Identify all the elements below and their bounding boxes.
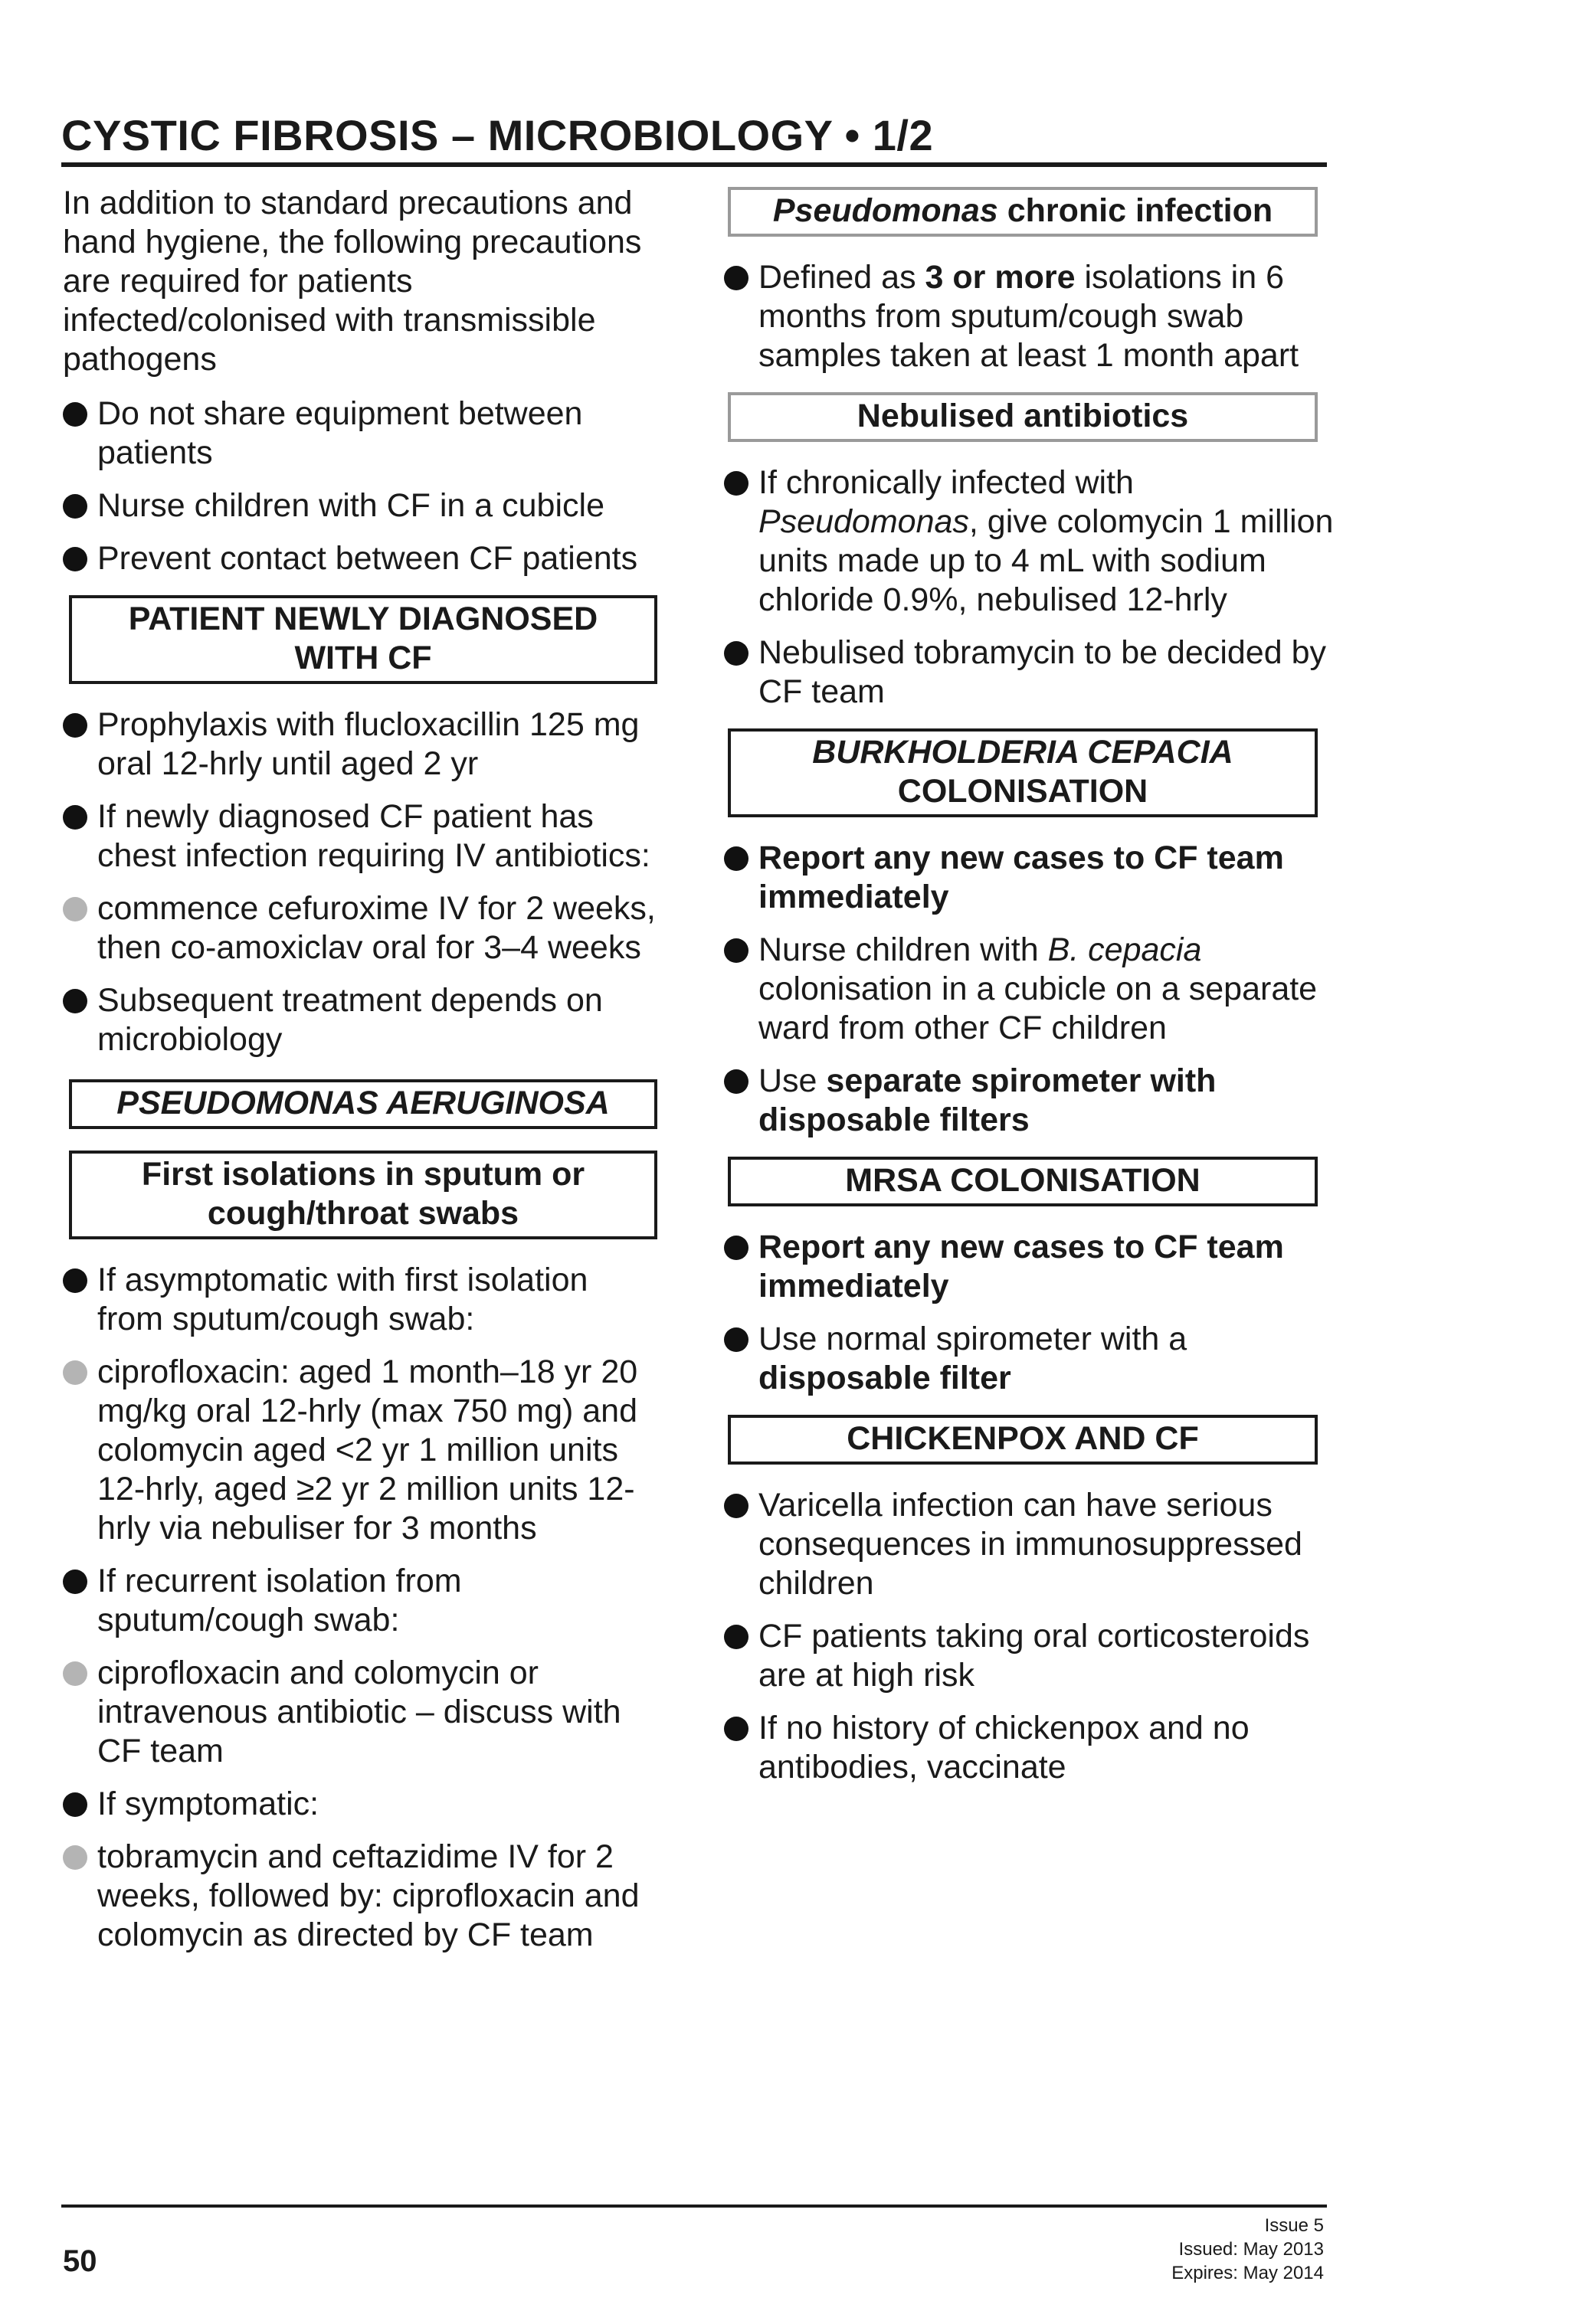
section-heading-mrsa: MRSA COLONISATION [728, 1157, 1318, 1206]
list-item-text: If newly diagnosed CF patient has chest infection requiring IV antibiotics: [97, 798, 650, 874]
bullet-icon [724, 846, 748, 871]
text-run: Nurse children with [758, 931, 1048, 968]
list-item-text [758, 259, 1299, 374]
footer-divider [61, 2205, 1327, 2208]
bullet-icon [63, 402, 87, 427]
list-item-text: If asymptomatic with first isolation from sputum/cough swab: [97, 1262, 588, 1337]
bullet-icon [724, 266, 748, 290]
page-number: 50 [63, 2244, 97, 2278]
heading-rest: chronic infection [997, 192, 1273, 229]
list-item-text: Prophylaxis with flucloxacillin 125 mg oral 12-hrly until aged 2 yr [97, 706, 640, 782]
heading-line: cough/throat swabs [207, 1195, 519, 1232]
sub-list-item [63, 1838, 660, 1955]
list-item [63, 1785, 660, 1824]
list-item [724, 1486, 1345, 1603]
list-item-text: Prevent contact between CF patients [97, 540, 638, 577]
list-item [63, 394, 660, 473]
bullet-icon [724, 1069, 748, 1094]
list-item [724, 633, 1345, 712]
text-run: , give colomycin 1 million units made up to 4 mL with sodium chloride 0.9%, nebulised 12-hrly [758, 503, 1334, 618]
page-title: CYSTIC FIBROSIS – MICROBIOLOGY • 1/2 [61, 111, 934, 159]
bullet-icon [63, 494, 87, 519]
heading-line: First isolations in sputum or [141, 1156, 585, 1193]
sub-bullet-icon [63, 897, 87, 921]
list-item [724, 1228, 1345, 1306]
bullet-icon [724, 1494, 748, 1518]
list-item [724, 839, 1345, 917]
left-column [63, 184, 660, 1969]
heading-line: BURKHOLDERIA CEPACIA [812, 734, 1233, 771]
list-item-text: CF patients taking oral corticosteroids are at high risk [758, 1618, 1310, 1694]
section-heading-chickenpox: CHICKENPOX AND CF [728, 1415, 1318, 1465]
list-item-text: If symptomatic: [97, 1786, 319, 1822]
text-run-bold: 3 or more [925, 259, 1076, 296]
list-item-text: ciprofloxacin: aged 1 month–18 yr 20 mg/kg oral 12-hrly (max 750 mg) and colomycin aged <2 yr 1 million units 12-hrly, aged ≥2 yr 2 million units 12-hrly via nebuliser for 3 months [97, 1353, 638, 1547]
list-item-text [758, 1321, 1187, 1396]
issued-date: Issued: May 2013 [1178, 2239, 1324, 2260]
heading-line: COLONISATION [897, 773, 1148, 810]
sub-bullet-icon [63, 1845, 87, 1870]
bullet-icon [63, 805, 87, 830]
list-item-text: Nurse children with CF in a cubicle [97, 487, 604, 524]
list-item [63, 1261, 660, 1339]
heading-italic: Pseudomonas [772, 192, 998, 229]
list-item-text: ciprofloxacin and colomycin or intravenous antibiotic – discuss with CF team [97, 1655, 621, 1769]
text-run-bold: separate spirometer with disposable filters [758, 1062, 1217, 1138]
expiry-date: Expires: May 2014 [1171, 2263, 1324, 2283]
section-heading-pseudomonas: PSEUDOMONAS AERUGINOSA [69, 1079, 657, 1129]
text-run: Defined as [758, 259, 925, 296]
list-item [63, 539, 660, 578]
sub-bullet-icon [63, 1661, 87, 1686]
list-item [63, 486, 660, 525]
issue-info [1171, 2214, 1324, 2285]
bullet-icon [724, 938, 748, 963]
bullet-icon [724, 1717, 748, 1741]
text-run: colonisation in a cubicle on a separate ward from other CF children [758, 971, 1318, 1046]
list-item [724, 1709, 1345, 1787]
text-run-italic: Pseudomonas [758, 503, 969, 540]
title-divider [61, 162, 1327, 167]
list-item [724, 931, 1345, 1048]
list-item-text: tobramycin and ceftazidime IV for 2 weeks, followed by: ciprofloxacin and colomycin as directed by CF team [97, 1838, 640, 1953]
sub-bullet-icon [63, 1360, 87, 1385]
list-item-text: If recurrent isolation from sputum/cough swab: [97, 1563, 462, 1638]
right-column [724, 184, 1345, 1801]
heading-line: PATIENT NEWLY DIAGNOSED [128, 601, 598, 637]
list-item [63, 705, 660, 784]
text-run: Use [758, 1062, 827, 1099]
bullet-icon [724, 1236, 748, 1260]
text-run-bold: disposable filter [758, 1360, 1011, 1396]
list-item-text: Nebulised tobramycin to be decided by CF team [758, 634, 1326, 710]
bullet-icon [63, 547, 87, 571]
list-item-text [758, 464, 1333, 618]
list-item [724, 258, 1345, 375]
bullet-icon [724, 1625, 748, 1649]
list-item [63, 981, 660, 1059]
section-heading-nebulised: Nebulised antibiotics [728, 392, 1318, 442]
bullet-icon [63, 1570, 87, 1594]
list-item [63, 1562, 660, 1640]
list-item-text [758, 931, 1317, 1046]
issue-number: Issue 5 [1264, 2215, 1324, 2236]
list-item-text: Varicella infection can have serious consequences in immunosuppressed children [758, 1487, 1302, 1602]
sub-list-item [63, 1353, 660, 1548]
sub-list-item [63, 889, 660, 967]
text-run: Use normal spirometer with a [758, 1321, 1187, 1357]
list-item-text: If no history of chickenpox and no antibodies, vaccinate [758, 1710, 1250, 1786]
list-item-text [758, 1062, 1216, 1138]
list-item [724, 1062, 1345, 1140]
subsection-heading-first-isolations [69, 1151, 657, 1239]
list-item-text: Subsequent treatment depends on microbiology [97, 982, 603, 1058]
text-run: If chronically infected with [758, 464, 1134, 501]
bullet-icon [724, 471, 748, 496]
bullet-icon [63, 989, 87, 1013]
intro-paragraph: In addition to standard precautions and hand hygiene, the following precautions are required for patients infected/colonised with transmissible pathogens [63, 185, 642, 378]
text-run-italic: B. cepacia [1047, 931, 1202, 968]
sub-list-item [63, 1654, 660, 1771]
section-heading-chronic-infection [728, 187, 1318, 237]
list-item-text: commence cefuroxime IV for 2 weeks, then co-amoxiclav oral for 3–4 weeks [97, 890, 656, 966]
bullet-icon [63, 1268, 87, 1293]
list-item-text: Report any new cases to CF team immediately [758, 840, 1284, 915]
list-item [63, 797, 660, 876]
list-item-text: Report any new cases to CF team immediately [758, 1229, 1284, 1304]
list-item [724, 463, 1345, 620]
bullet-icon [724, 641, 748, 666]
bullet-icon [63, 1792, 87, 1817]
list-item [724, 1617, 1345, 1695]
heading-line: WITH CF [294, 640, 432, 676]
bullet-icon [63, 713, 87, 738]
bullet-icon [724, 1327, 748, 1352]
section-heading-burkholderia [728, 728, 1318, 817]
section-heading-newly-diagnosed [69, 595, 657, 684]
list-item-text: Do not share equipment between patients [97, 395, 583, 471]
text-run: isolations in 6 months from sputum/cough swab samples taken at least 1 month apart [758, 259, 1299, 374]
list-item [724, 1320, 1345, 1398]
